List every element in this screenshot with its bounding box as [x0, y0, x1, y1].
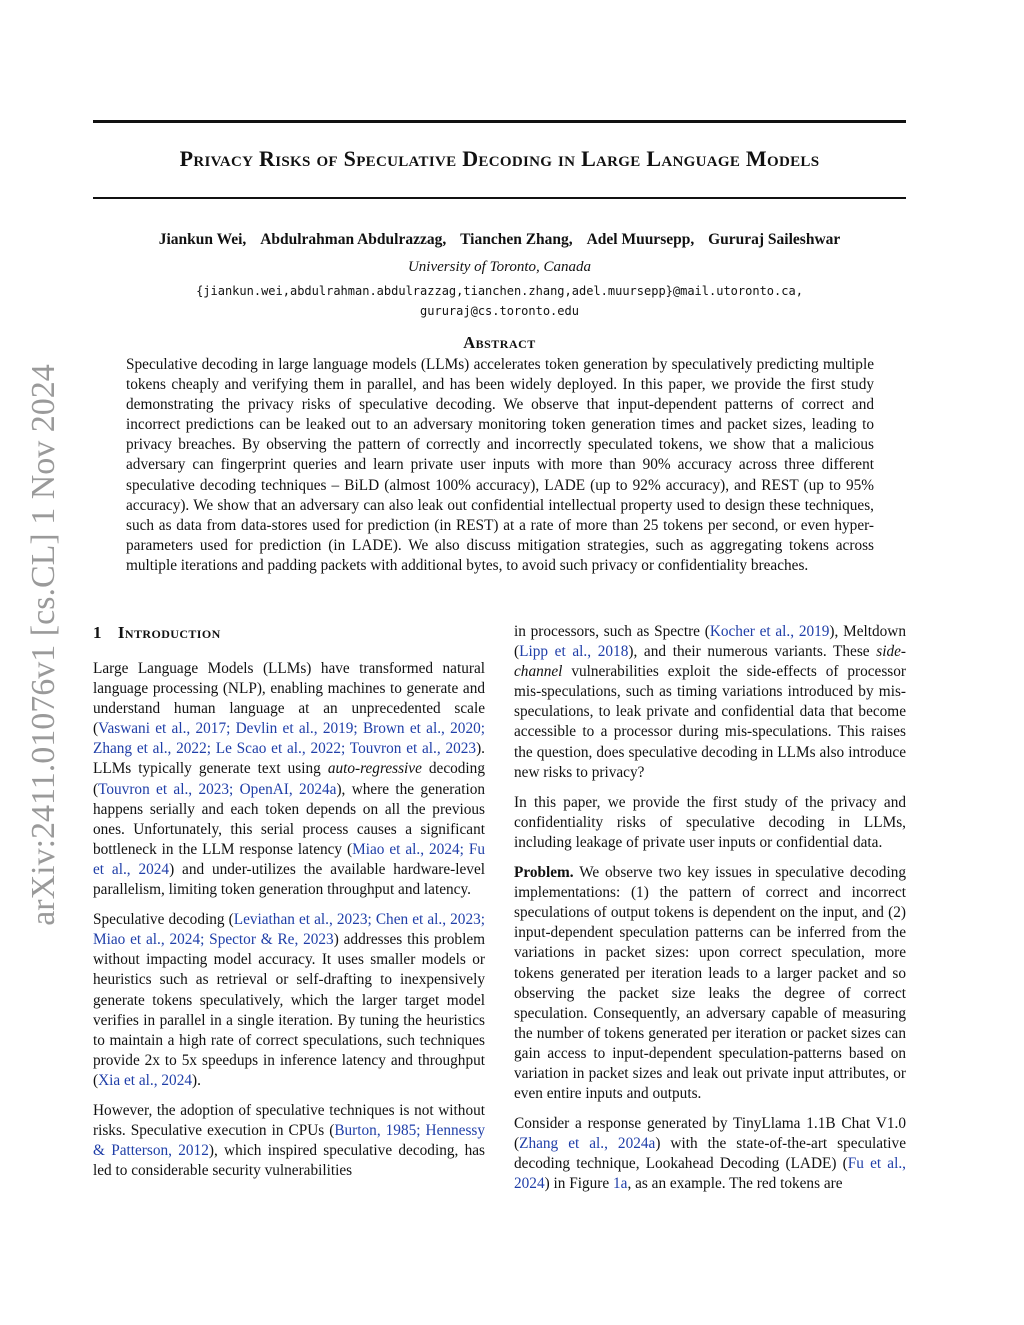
- author-list: [93, 231, 906, 249]
- left-column: [93, 622, 485, 1191]
- paper-title: Privacy Risks of Speculative Decoding in Large Language Models: [179, 146, 820, 171]
- paragraph: Problem. We observe two key issues in speculative decoding implementations: (1) the pattern of correct and incorrect speculations of output tokens is dependent on the input, and (2) input-dependent speculation patterns can be inferred from the variations in packet sizes: upon correct speculation, more tokens generated per iteration leads to a larger packet and so observing the packet size leaks the degree of correct speculation. Consequently, an adversary capable of measuring the number of tokens generated per iteration or packet sizes can gain access to input-dependent speculation-patterns based on variation in packet sizes and leak out private input attributes, or even entire inputs and outputs.: [514, 864, 906, 1103]
- author: Adel Muursepp,: [586, 231, 695, 248]
- citation-link[interactable]: Miao et al., 2024; Fu et al., 2024: [93, 840, 485, 878]
- section-title: Introduction: [117, 623, 221, 642]
- title-rule-bottom: [93, 197, 906, 199]
- citation-link[interactable]: Kocher et al., 2019: [709, 623, 830, 640]
- email-line: gururaj@cs.toronto.edu: [420, 304, 579, 318]
- citation-link[interactable]: Zhang et al., 2024a: [519, 1135, 656, 1153]
- citation-link[interactable]: Vaswani et al., 2017; Devlin et al., 2019; Brown et al., 2020; Zhang et al., 2022; Le Scao et al., 2022; Touvron et al., 2023: [93, 720, 485, 758]
- paragraph: in processors, such as Spectre (Kocher et al., 2019), Meltdown (Lipp et al., 2018), and their numerous variants. These side-channel vulnerabilities exploit the side-effects of processor mis-speculations, such as timing variations introduced by mis-speculations, to leak private and confidential data that become accessible to a processor during mis-speculations. This raises the question, does speculative decoding in LLMs also introduce new risks to privacy?: [514, 623, 906, 781]
- paragraph-lead: Problem.: [514, 864, 574, 882]
- citation-link[interactable]: Burton, 1985; Hennessy & Patterson, 2012: [93, 1122, 485, 1160]
- arxiv-stamp: arXiv:2411.01076v1 [cs.CL] 1 Nov 2024: [25, 364, 62, 926]
- figure-link[interactable]: 1a: [613, 1175, 628, 1193]
- citation-link[interactable]: Leviathan et al., 2023; Chen et al., 2023; Miao et al., 2024; Spector & Re, 2023: [93, 911, 486, 949]
- paragraph: However, the adoption of speculative techniques is not without risks. Speculative execution in CPUs (Burton, 1985; Hennessy & Patterson, 2012), which inspired speculative decoding, has led to considerable security vulnerabilities: [93, 1101, 485, 1180]
- citation-link[interactable]: Xia et al., 2024: [98, 1071, 192, 1089]
- section-heading: [93, 622, 485, 644]
- paragraph: In this paper, we provide the first study of the privacy and confidentiality risks of speculative decoding in LLMs, including leakage of private user inputs or confidential data.: [514, 793, 906, 851]
- author: Gururaj Saileshwar: [708, 231, 841, 248]
- abstract-body: Speculative decoding in large language models (LLMs) accelerates token generation by speculatively predicting multiple tokens cheaply and verifying them in parallel, and has been widely deployed. In this paper, we provide the first study demonstrating the privacy risks of speculative decoding. We observe that input-dependent patterns of correct and incorrect predictions can be leaked out to an adversary monitoring token generation times and packet sizes, leading to privacy breaches. By observing the pattern of correctly and incorrectly speculated tokens, we show that a malicious adversary can fingerprint queries and learn private user inputs with more than 90% accuracy across three different speculative decoding techniques – BiLD (almost 100% accuracy), LADE (up to 92% accuracy), and REST (up to 95% accuracy). We show that an adversary can also leak out confidential intellectual property used to design these techniques, such as data from data-stores used for prediction (in REST) at a rate of more than 25 tokens per second, or even hyper-parameters used for prediction (in LADE). We also discuss mitigation strategies, such as aggregating tokens across multiple iterations and padding packets with additional bytes, to avoid such privacy or confidentiality breaches.: [126, 356, 874, 574]
- paragraph: Large Language Models (LLMs) have transformed natural language processing (NLP), enabling machines to generate and understand human language at an unprecedented scale (Vaswani et al., 2017; Devlin et al., 2019; Brown et al., 2020; Zhang et al., 2022; Le Scao et al., 2022; Touvron et al., 2023). LLMs typically generate text using auto-regressive decoding (Touvron et al., 2023; OpenAI, 2024a), where the generation happens serially and each token depends on all the previous ones. Unfortunately, this serial process causes a significant bottleneck in the LLM response latency (Miao et al., 2024; Fu et al., 2024) and under-utilizes the available hardware-level parallelism, limiting token generation throughput and latency.: [93, 660, 485, 899]
- paragraph: Consider a response generated by TinyLlama 1.1B Chat V1.0 (Zhang et al., 2024a) with the state-of-the-art speculative decoding technique, Lookahead Decoding (LADE) (Fu et al., 2024) in Figure 1a, as an example. The red tokens are: [514, 1115, 906, 1193]
- author: Tianchen Zhang,: [460, 231, 573, 248]
- citation-link[interactable]: Touvron et al., 2023; OpenAI, 2024a: [98, 780, 337, 798]
- author: Jiankun Wei,: [158, 231, 247, 248]
- citation-link[interactable]: Fu et al., 2024: [514, 1155, 906, 1193]
- affiliation: University of Toronto, Canada: [407, 259, 592, 275]
- right-column: [514, 622, 906, 1205]
- abstract-heading: Abstract: [463, 333, 536, 352]
- section-number: 1: [93, 623, 102, 642]
- citation-link[interactable]: Lipp et al., 2018: [519, 643, 629, 661]
- title-rule-top: [93, 120, 906, 123]
- paragraph: Speculative decoding (Leviathan et al., 2023; Chen et al., 2023; Miao et al., 2024; Spector & Re, 2023) addresses this problem without impacting model accuracy. It uses smaller models or heuristics such as retrieval or self-drafting to inexpensively generate tokens speculatively, which the larger target model verifies in parallel in a single iteration. By tuning the heuristics to maintain a high rate of correct speculations, such techniques provide 2x to 5x speedups in inference latency and throughput (Xia et al., 2024).: [93, 911, 486, 1089]
- email-line: {jiankun.wei,abdulrahman.abdulrazzag,tianchen.zhang,adel.muursepp}@mail.utoronto.ca,: [196, 284, 803, 298]
- author: Abdulrahman Abdulrazzag,: [260, 231, 447, 248]
